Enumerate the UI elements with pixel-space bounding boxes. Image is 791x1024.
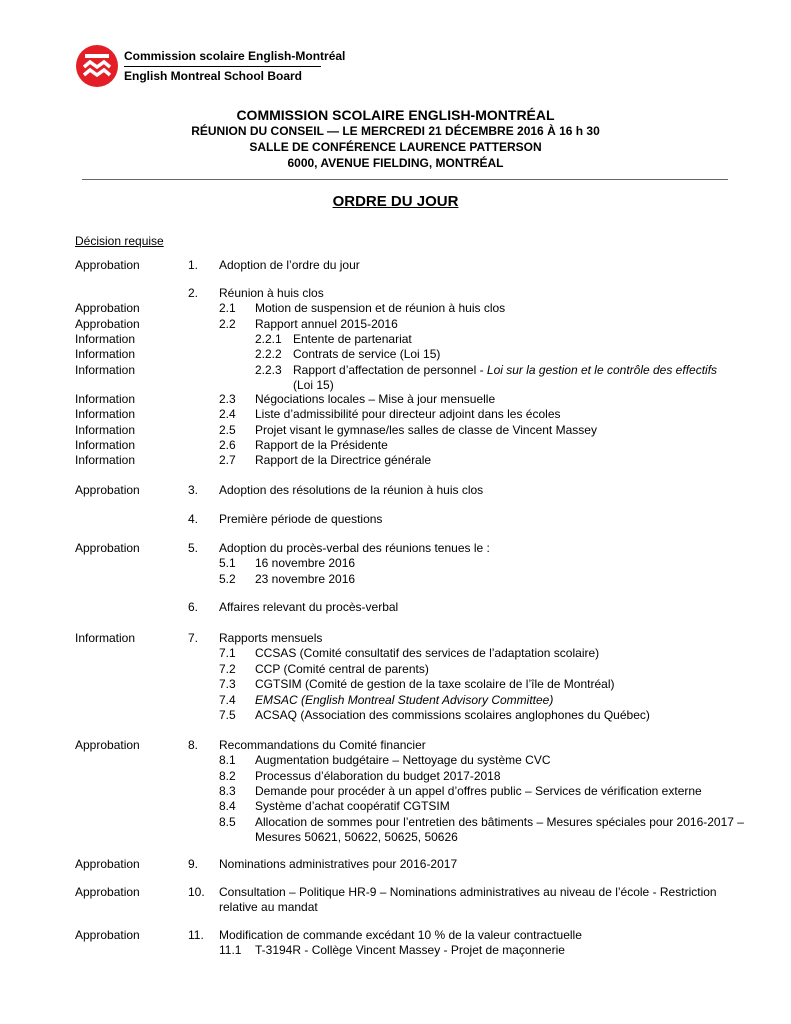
- item-text: Affaires relevant du procès-verbal: [219, 600, 399, 614]
- meeting-address-heading: 6000, AVENUE FIELDING, MONTRÉAL: [287, 156, 504, 170]
- subitem-number: 2.2: [219, 317, 236, 331]
- decision-label: Approbation: [75, 928, 140, 942]
- item-text: Rapports mensuels: [219, 631, 323, 645]
- subitem-text: Système d’achat coopératif CGTSIM: [255, 799, 450, 813]
- subitem-number: 8.2: [219, 769, 236, 783]
- subitem-text: Demande pour procéder à un appel d’offres public – Services de vérification externe: [255, 784, 702, 798]
- subitem-text: Processus d’élaboration du budget 2017-2018: [255, 769, 501, 783]
- decision-label: Information: [75, 631, 136, 645]
- subitem-text: Contrats de service (Loi 15): [293, 347, 441, 361]
- item-number: 9.: [188, 857, 199, 871]
- subitem-number: 8.5: [219, 815, 236, 829]
- item-number: 8.: [188, 738, 199, 752]
- decision-label: Information: [75, 438, 136, 452]
- subitem-text: CCP (Comité central de parents): [255, 662, 429, 676]
- decision-label: Information: [75, 407, 136, 421]
- subitem-number: 8.3: [219, 784, 236, 798]
- subitem-number: 8.1: [219, 753, 236, 767]
- decision-label: Information: [75, 347, 136, 361]
- org-name-fr: Commission scolaire English-Montréal: [124, 49, 346, 63]
- subitem-text: Négociations locales – Mise à jour mensuelle: [255, 392, 496, 406]
- subitem-text: EMSAC (English Montreal Student Advisory Committee): [255, 693, 554, 707]
- subitem-number: 7.4: [219, 693, 236, 707]
- subitem-text: CGTSIM (Comité de gestion de la taxe scolaire de l’île de Montréal): [255, 677, 615, 691]
- item-text: Première période de questions: [219, 512, 383, 526]
- subitem-number: 5.1: [219, 556, 236, 570]
- decision-column-header: Décision requise: [75, 234, 164, 248]
- org-name-en: English Montreal School Board: [124, 69, 303, 83]
- item-number: 10.: [188, 885, 205, 899]
- subitem-text: CCSAS (Comité consultatif des services de l’adaptation scolaire): [255, 646, 600, 660]
- subitem-number: 7.1: [219, 646, 236, 660]
- subitem-text: Augmentation budgétaire – Nettoyage du système CVC: [255, 753, 551, 767]
- page-title: ORDRE DU JOUR: [332, 193, 459, 210]
- subitem-text: ACSAQ (Association des commissions scolaires anglophones du Québec): [255, 708, 650, 722]
- subitem-text: Projet visant le gymnase/les salles de classe de Vincent Massey: [255, 423, 597, 437]
- item-number: 6.: [188, 600, 199, 614]
- decision-label: Approbation: [75, 483, 140, 497]
- meeting-date-heading: RÉUNION DU CONSEIL — LE MERCREDI 21 DÉCEMBRE 2016 À 16 h 30: [191, 124, 600, 138]
- subitem-number: 2.2.1: [255, 332, 282, 346]
- item-number: 11.: [188, 928, 204, 942]
- decision-label: Approbation: [75, 317, 140, 331]
- item-number: 5.: [188, 541, 199, 555]
- decision-label: Approbation: [75, 857, 140, 871]
- subitem-number: 2.2.2: [255, 347, 282, 361]
- subitem-text: Rapport d’affectation de personnel - Loi sur la gestion et le contrôle des effectifs: [293, 363, 718, 377]
- item-text: Nominations administratives pour 2016-2017: [219, 857, 458, 871]
- subitem-number: 2.2.3: [255, 363, 282, 377]
- item-text: Modification de commande excédant 10 % de la valeur contractuelle: [219, 928, 582, 942]
- subitem-number: 7.5: [219, 708, 236, 722]
- subitem-text: Rapport annuel 2015-2016: [255, 317, 398, 331]
- subitem-number: 8.4: [219, 799, 236, 813]
- decision-label: Approbation: [75, 541, 140, 555]
- item-text: Consultation – Politique HR-9 – Nominations administratives au niveau de l’école - Restriction: [219, 885, 717, 899]
- subitem-text: Entente de partenariat: [293, 332, 412, 346]
- board-name-heading: COMMISSION SCOLAIRE ENGLISH-MONTRÉAL: [236, 107, 555, 123]
- item-number: 3.: [188, 483, 199, 497]
- subitem-text: Allocation de sommes pour l’entretien des bâtiments – Mesures spéciales pour 2016-2017 –: [255, 815, 744, 829]
- decision-label: Approbation: [75, 885, 140, 899]
- subitem-number: 5.2: [219, 572, 236, 586]
- subitem-text-continued: Mesures 50621, 50622, 50625, 50626: [255, 830, 458, 844]
- subitem-text: Motion de suspension et de réunion à huis clos: [255, 301, 506, 315]
- item-text: Adoption des résolutions de la réunion à huis clos: [219, 483, 484, 497]
- item-number: 2.: [188, 286, 199, 300]
- subitem-number: 2.1: [219, 301, 236, 315]
- decision-label: Information: [75, 392, 136, 406]
- item-number: 7.: [188, 631, 199, 645]
- decision-label: Information: [75, 453, 136, 467]
- subitem-number: 2.6: [219, 438, 236, 452]
- meeting-room-heading: SALLE DE CONFÉRENCE LAURENCE PATTERSON: [249, 140, 542, 154]
- item-text: Recommandations du Comité financier: [219, 738, 426, 752]
- subitem-number: 2.5: [219, 423, 236, 437]
- subitem-text: 16 novembre 2016: [255, 556, 356, 570]
- subitem-number: 11.1: [219, 943, 242, 957]
- subitem-text: Liste d’admissibilité pour directeur adjoint dans les écoles: [255, 407, 561, 421]
- item-text: Réunion à huis clos: [219, 286, 324, 300]
- subitem-text-italic: Loi sur la gestion et le contrôle des effectifs: [486, 363, 718, 377]
- subitem-number: 2.7: [219, 453, 236, 467]
- subitem-number: 2.3: [219, 392, 236, 406]
- subitem-text-continued: (Loi 15): [293, 378, 334, 392]
- decision-label: Information: [75, 332, 136, 346]
- decision-label: Information: [75, 423, 136, 437]
- decision-label: Approbation: [75, 738, 140, 752]
- subitem-text: Rapport de la Présidente: [255, 438, 388, 452]
- decision-label: Approbation: [75, 258, 140, 272]
- item-text: Adoption du procès-verbal des réunions tenues le :: [219, 541, 490, 555]
- item-text-continued: relative au mandat: [219, 900, 318, 914]
- subitem-text: T-3194R - Collège Vincent Massey - Projet de maçonnerie: [255, 943, 565, 957]
- subitem-number: 7.2: [219, 662, 236, 676]
- subitem-number: 2.4: [219, 407, 236, 421]
- subitem-text: 23 novembre 2016: [255, 572, 356, 586]
- decision-label: Information: [75, 363, 136, 377]
- decision-label: Approbation: [75, 301, 140, 315]
- item-text: Adoption de l’ordre du jour: [219, 258, 360, 272]
- subitem-number: 7.3: [219, 677, 236, 691]
- item-number: 4.: [188, 512, 199, 526]
- item-number: 1.: [188, 258, 199, 272]
- subitem-text: Rapport de la Directrice générale: [255, 453, 432, 467]
